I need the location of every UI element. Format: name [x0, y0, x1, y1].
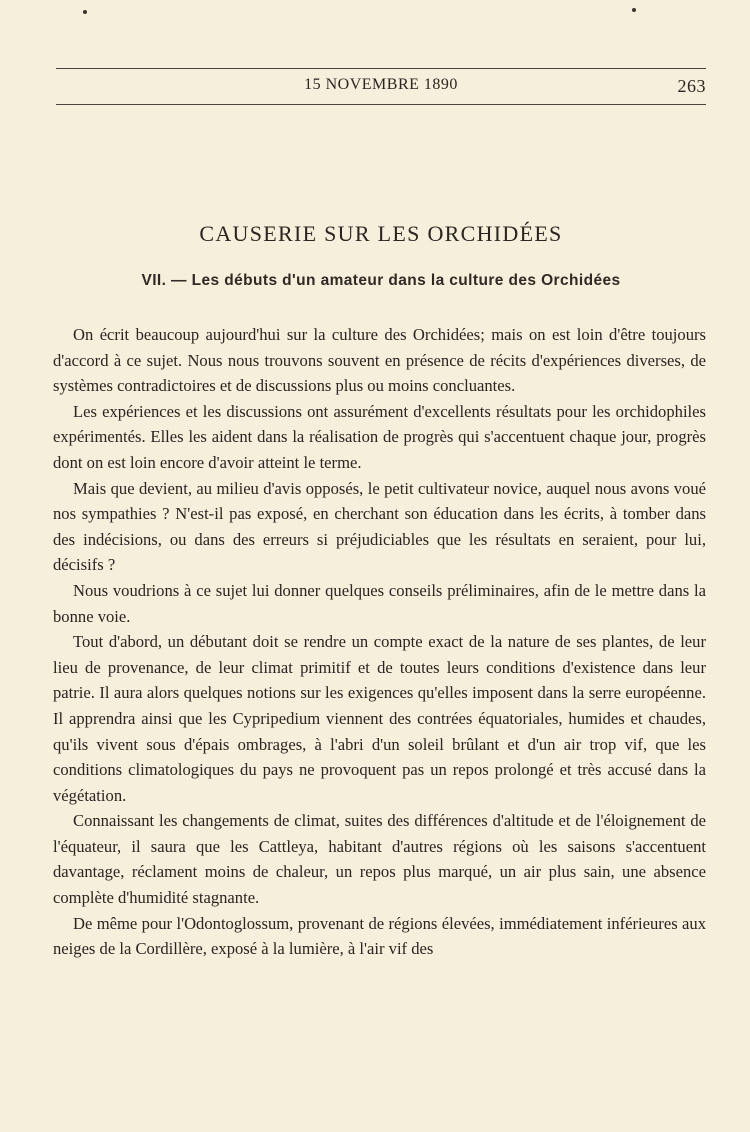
article-body — [53, 322, 706, 962]
header-date: 15 NOVEMBRE 1890 — [304, 76, 458, 93]
page-speck — [83, 10, 87, 14]
running-header — [56, 76, 706, 98]
paragraph: Tout d'abord, un débutant doit se rendre un compte exact de la nature de ses plantes, de leur lieu de provenance, de leur climat primitif et de toutes leurs conditions d'existence dans leur patrie. Il aura alors quelques notions sur les exigences qu'elles imposent dans la serre européenne. Il apprendra ainsi que les Cypripedium viennent des contrées équatoriales, humides et chaudes, qu'ils vivent sous d'épais ombrages, à l'abri d'un soleil brûlant et d'un air trop vif, que les conditions climatologiques du pays ne provoquent pas un repos prolongé et très accusé dans la végétation. — [53, 632, 706, 805]
paragraph: Nous voudrions à ce sujet lui donner quelques conseils préliminaires, afin de le mettre dans la bonne voie. — [53, 580, 706, 626]
paragraph: Connaissant les changements de climat, suites des différences d'altitude et de l'éloignement de l'équateur, il saura que les Cattleya, habitant d'autres régions où les saisons s'accentuent davantage, réclament moins de chaleur, un repos plus marqué, un air plus sain, une absence complète d'humidité stagnante. — [53, 811, 706, 908]
paragraph: On écrit beaucoup aujourd'hui sur la culture des Orchidées; mais on est loin d'être toujours d'accord à ce sujet. Nous nous trouvons souvent en présence de récits d'expériences diverses, de systèmes contradictoires et de discussions plus ou moins concluantes. — [53, 325, 706, 396]
article-subtitle: VII. — Les débuts d'un amateur dans la culture des Orchidées — [141, 272, 621, 289]
header-bottom-rule — [56, 104, 706, 105]
paragraph: De même pour l'Odontoglossum, provenant de régions élevées, immédiatement inférieures aux neiges de la Cordillère, exposé à la lumière, à l'air vif des — [53, 913, 706, 959]
article-title: CAUSERIE SUR LES ORCHIDÉES — [199, 221, 563, 246]
paragraph: Mais que devient, au milieu d'avis opposés, le petit cultivateur novice, auquel nous avons voué nos sympathies ? N'est-il pas exposé, en cherchant son éducation dans les écrits, à tomber dans des indécisions, ou dans des erreurs si préjudiciables que les résultats en seraient, pour lui, décisifs ? — [53, 478, 706, 575]
page-speck — [632, 8, 636, 12]
header-top-rule — [56, 68, 706, 69]
paragraph: Les expériences et les discussions ont assurément d'excellents résultats pour les orchidophiles expérimentés. Elles les aident dans la réalisation de progrès qui s'accentuent chaque jour, progrès dont on est loin encore d'avoir atteint le terme. — [53, 401, 706, 472]
page-number: 263 — [677, 76, 706, 96]
